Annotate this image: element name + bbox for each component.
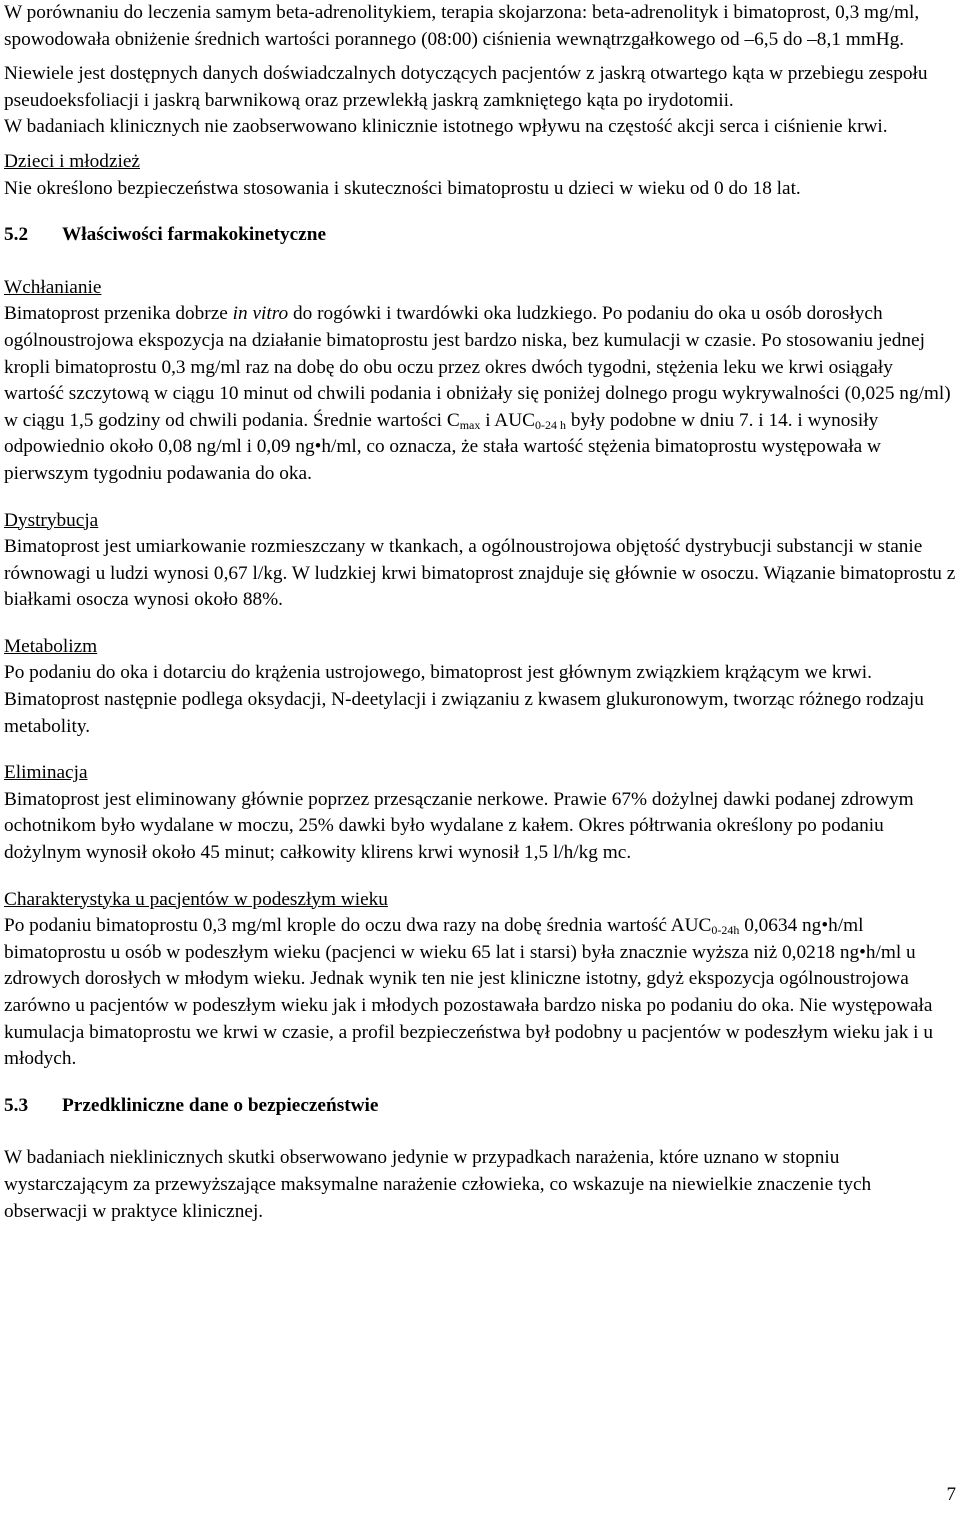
section-title: Właściwości farmakokinetyczne	[62, 224, 327, 246]
children-text: Nie określono bezpieczeństwa stosowania i skuteczności bimatoprostu u dzieci w wieku od 0 do 18 lat.	[4, 177, 801, 199]
intro-paragraph-2: Niewiele jest dostępnych danych doświadczalnych dotyczących pacjentów z jaskrą otwartego kąta w przebiegu zespołu pseudoeksfoliacji i jaskrą barwnikową oraz przewlekłą jaskrą zamkniętego kąta po irydotomii.	[4, 63, 928, 111]
section-title: Przedkliniczne dane o bezpieczeństwie	[62, 1094, 379, 1116]
elimination-heading: Eliminacja	[4, 762, 88, 784]
intro-paragraph-1: W porównaniu do leczenia samym beta-adrenolitykiem, terapia skojarzona: beta-adrenolityk i bimatoprost, 0,3 mg/ml, spowodowała obniżenie średnich wartości porannego (08:00) ciśnienia wewnątrzgałkowego od –6,5 do –8,1 mmHg.	[4, 2, 920, 50]
metabolism-heading: Metabolizm	[4, 635, 98, 657]
distribution-text: Bimatoprost jest umiarkowanie rozmieszczany w tkankach, a ogólnoustrojowa objętość dystrybucji substancji w stanie równowagi u ludzi wynosi 0,67 l/kg. W ludzkiej krwi bimatoprost znajduje się głównie w osoczu. Wiązanie bimatoprostu z białkami osocza wynosi około 88%.	[4, 536, 956, 611]
section-5-2-heading	[4, 222, 956, 249]
distribution-heading: Dystrybucja	[4, 509, 99, 531]
section-number: 5.2	[4, 224, 29, 246]
elimination-text: Bimatoprost jest eliminowany głównie poprzez przesączanie nerkowe. Prawie 67% dożylnej dawki podanej zdrowym ochotnikom było wydalane w moczu, 25% dawki było wydalane z kałem. Okres półtrwania określony po podaniu dożylnym wynosił około 45 minut; całkowity klirens krwi wynosił 1,5 l/h/kg mc.	[4, 788, 914, 864]
absorption-heading: Wchłanianie	[4, 276, 102, 298]
page-number: 7	[946, 1484, 956, 1505]
section-5-3-heading	[4, 1093, 956, 1120]
preclinical-text: W badaniach nieklinicznych skutki obserwowano jedynie w przypadkach narażenia, które uznano w stopniu wystarczającym za przewyższające maksymalne narażenie człowieka, co wskazuje na niewielkie znaczenie tych obserwacji w praktyce klinicznej.	[4, 1147, 872, 1222]
section-number: 5.3	[4, 1094, 29, 1116]
children-heading: Dzieci i młodzież	[4, 150, 140, 172]
absorption-text: Bimatoprost przenika dobrze in vitro do rogówki i twardówki oka ludzkiego. Po podaniu do oka u osób dorosłych ogólnoustrojowa ekspozycja na działanie bimatoprostu jest bardzo niska, bez kumulacji w czasie. Po stosowaniu jednej kropli bimatoprostu 0,3 mg/ml raz na dobę do obu oczu przez okres dwóch tygodni, stężenia leku we krwi osiągały wartość szczytową w ciągu 10 minut od chwili podania i obniżały się poniżej dolnego progu wykrywalności (0,025 ng/ml) w ciągu 1,5 godziny od chwili podania. Średnie wartości $C_{max}$ i $AUC_{0-24 h}$ były podobne w dniu 7. i 14. i wynosiły odpowiednio około 0,08 ng/ml i 0,09 ng•h/ml, co oznacza, że stała wartość stężenia bimatoprostu występowała w pierwszym tygodniu podawania do oka.	[4, 303, 951, 484]
in-vitro-italic: in vitro	[232, 303, 289, 325]
elderly-text: Po podaniu bimatoprostu 0,3 mg/ml krople do oczu dwa razy na dobę średnia wartość $AUC_{0-24h}$ 0,0634 ng•h/ml bimatoprostu u osób w podeszłym wieku (pacjenci w wieku 65 lat i starsi) była znacznie wyższa niż 0,0218 ng•h/ml u zdrowych dorosłych w młodym wieku. Jednak wynik ten nie jest kliniczne istotny, gdyż ekspozycja ogólnoustrojowa zarówno u pacjentów w podeszłym wieku jak i młodych pozostawała bardzo niska po podaniu do oka. Nie występowała kumulacja bimatoprostu we krwi w czasie, a profil bezpieczeństwa był podobny u pacjentów w podeszłym wieku jak i u młodych.	[4, 915, 933, 1070]
intro-paragraph-3: W badaniach klinicznych nie zaobserwowano klinicznie istotnego wpływu na częstość akcji serca i ciśnienie krwi.	[4, 116, 888, 138]
elderly-heading: Charakterystyka u pacjentów w podeszłym wieku	[4, 888, 388, 910]
document-page	[4, 0, 956, 1225]
metabolism-text: Po podaniu do oka i dotarciu do krążenia ustrojowego, bimatoprost jest głównym związkiem krążącym we krwi. Bimatoprost następnie podlega oksydacji, N-deetylacji i związaniu z kwasem glukuronowym, tworząc różnego rodzaju metabolity.	[4, 662, 924, 737]
